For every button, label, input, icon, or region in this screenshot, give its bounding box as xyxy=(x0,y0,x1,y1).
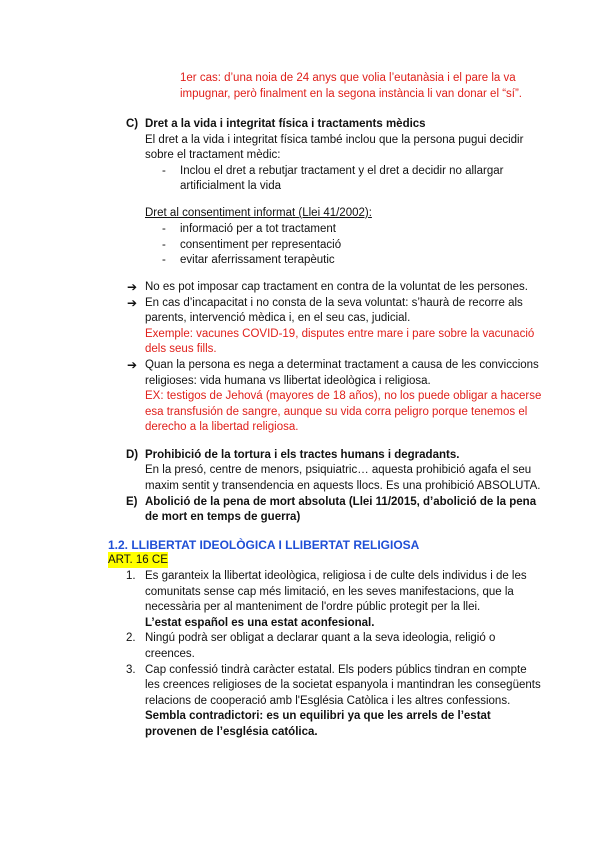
arrow-bullet-icon: ➔ xyxy=(127,358,138,372)
arrow-text: religioses: vida humana vs llibertat ideològica i religiosa. xyxy=(145,375,431,387)
item-number: 3. xyxy=(126,664,136,676)
section-c-letter: C) xyxy=(126,118,139,130)
example-text: EX: testigos de Jehová (mayores de 18 años), no los puede obligar a hacerse xyxy=(145,390,542,402)
case-note-line: impugnar, però finalment en la segona instància li van donar el “sí”. xyxy=(180,88,523,100)
section-d-body: maxim sentit y transendencia en aquests llocs. Es una prohibició ABSOLUTA. xyxy=(145,480,541,492)
arrow-text: parents, intervenció mèdica i, en el seu cas, judicial. xyxy=(145,312,411,324)
section-e-letter: E) xyxy=(126,496,138,508)
article-note: Sembla contradictori: es un equilibri ya que les arrels de l’estat xyxy=(145,710,491,722)
consent-heading: Dret al consentiment informat (Llei 41/2002): xyxy=(145,207,372,219)
article-text: creences. xyxy=(145,648,195,660)
section-d-letter: D) xyxy=(126,449,139,461)
article-text: Ningú podrà ser obligat a declarar quant a la seva ideologia, religió o xyxy=(145,632,496,644)
article-note: L’estat español es una estat aconfesional. xyxy=(145,617,375,629)
item-number: 2. xyxy=(126,632,136,644)
article-ref: ART. 16 CE xyxy=(108,554,168,566)
section-c-title: Dret a la vida i integritat física i tractaments mèdics xyxy=(145,118,426,130)
arrow-bullet-icon: ➔ xyxy=(127,280,138,294)
article-text: Cap confessió tindrà caràcter estatal. Els poders públics tindran en compte xyxy=(145,664,527,676)
item-number: 1. xyxy=(126,570,136,582)
section-d-title: Prohibició de la tortura i els tractes humans i degradants. xyxy=(145,449,460,461)
consent-item: informació per a tot tractament xyxy=(180,223,336,235)
example-text: derecho a la libertad religiosa. xyxy=(145,421,299,433)
article-text: comunitats sense cap més limitació, en les seves manifestacions, que la xyxy=(145,586,514,598)
section-d-body: En la presó, centre de menors, psiquiatric… aquesta prohibició agafa el seu xyxy=(145,464,532,476)
section-c-body: sobre el tractament mèdic: xyxy=(145,149,281,161)
example-text: dels seus fills. xyxy=(145,343,217,355)
article-text: Es garanteix la llibertat ideològica, religiosa i de culte dels individus i de les xyxy=(145,570,527,582)
example-text: Exemple: vacunes COVID-19, disputes entre mare i pare sobre la vacunació xyxy=(145,328,535,340)
arrow-text: Quan la persona es nega a determinat tractament a causa de les conviccions xyxy=(145,359,539,371)
bullet-text: Inclou el dret a rebutjar tractament y el dret a decidir no allargar xyxy=(180,165,504,177)
consent-item: consentiment per representació xyxy=(180,239,342,251)
consent-item: evitar aferrissament terapèutic xyxy=(180,254,335,266)
article-text: les creences religioses de la societat espanyola i mantindran les consegüents xyxy=(145,679,541,691)
article-text: necessària per al manteniment de l'ordre públic protegit per la llei. xyxy=(145,601,481,613)
bullet-dash: - xyxy=(162,223,166,235)
bullet-dash: - xyxy=(162,239,166,251)
article-text: relacions de cooperació amb l'Església Catòlica i les altres confessions. xyxy=(145,695,511,707)
arrow-bullet-icon: ➔ xyxy=(127,296,138,310)
case-note-line: 1er cas: d’una noia de 24 anys que volia l’eutanàsia i el pare la va xyxy=(180,72,516,84)
section-e-text: de mort en temps de guerra) xyxy=(145,511,301,523)
bullet-dash: - xyxy=(162,165,166,177)
section-heading: 1.2. LLIBERTAT IDEOLÒGICA I LLIBERTAT RELIGIOSA xyxy=(108,538,420,552)
arrow-text: No es pot imposar cap tractament en contra de la voluntat de les persones. xyxy=(145,281,528,293)
article-note: provenen de l’església católica. xyxy=(145,726,318,738)
arrow-text: En cas d’incapacitat i no consta de la seva voluntat: s’haurà de recorre als xyxy=(145,297,523,309)
section-e-text: Abolició de la pena de mort absoluta (Llei 11/2015, d’abolició de la pena xyxy=(145,496,537,508)
section-c-body: El dret a la vida i integritat física també inclou que la persona pugui decidir xyxy=(145,134,524,146)
example-text: esa transfusión de sangre, aunque su vida corra peligro porque tenemos el xyxy=(145,406,528,418)
bullet-dash: - xyxy=(162,254,166,266)
bullet-text: artificialment la vida xyxy=(180,180,281,192)
